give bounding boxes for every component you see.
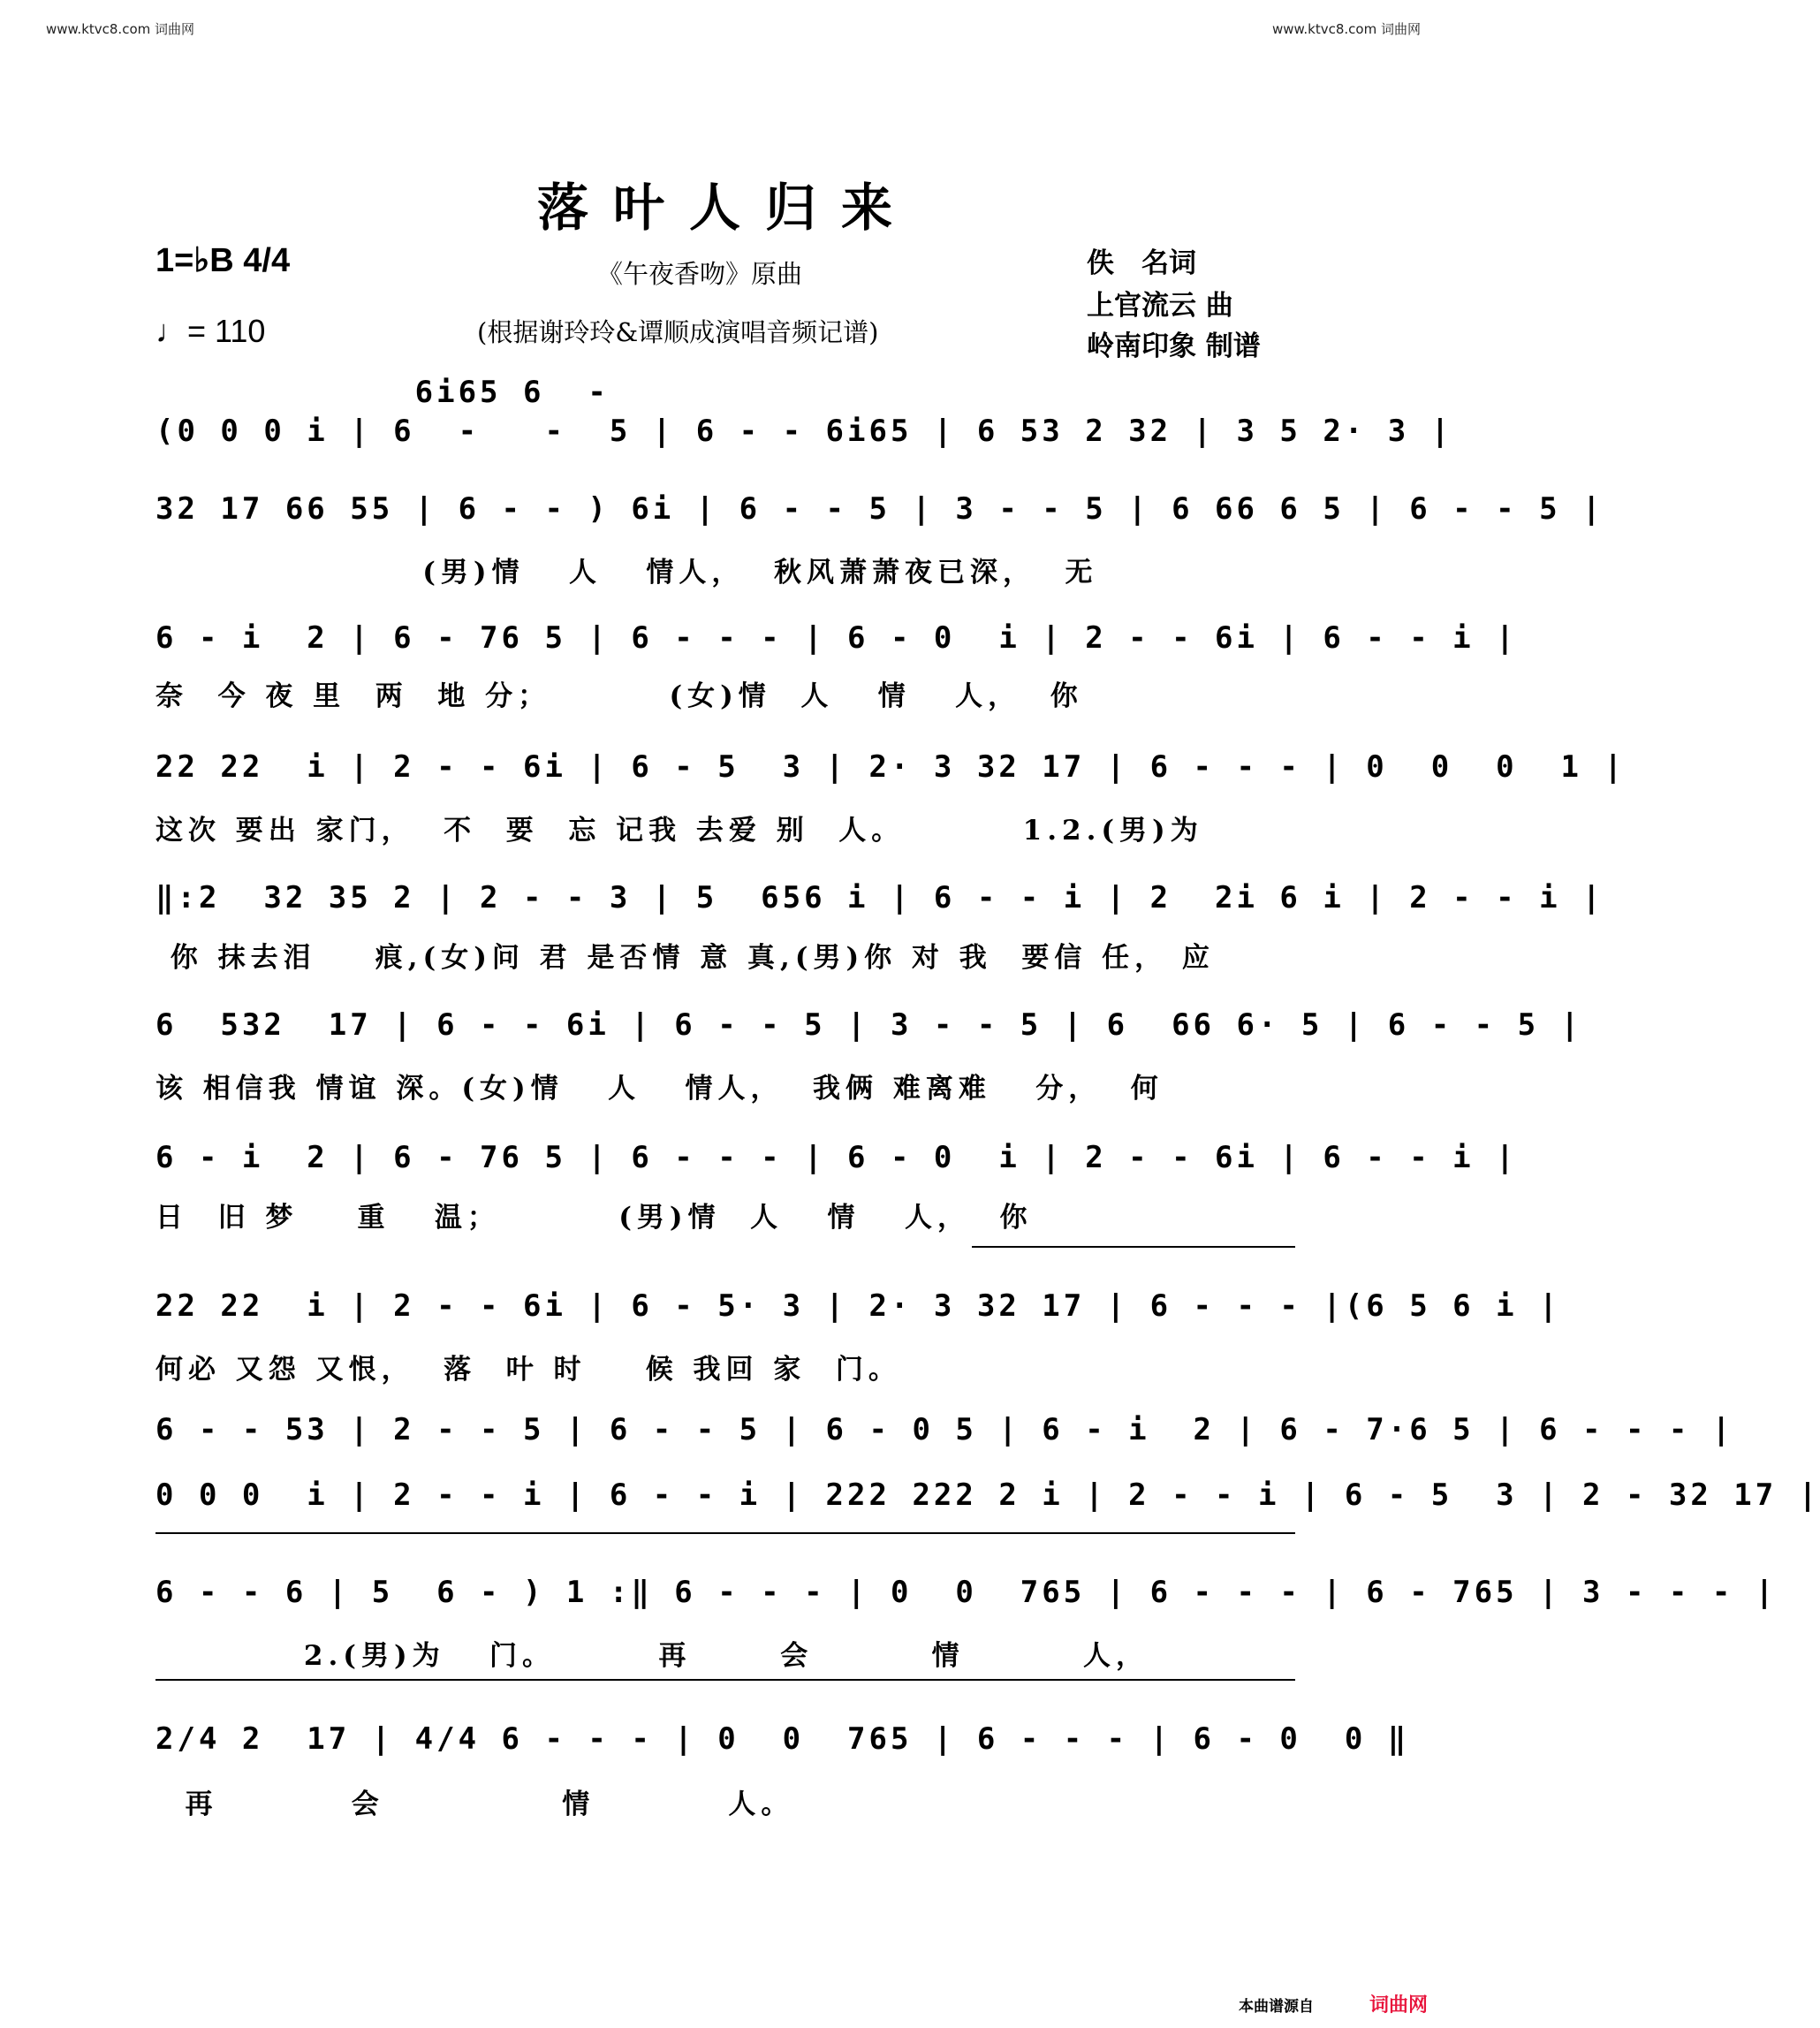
side-watermark-left bbox=[7, 0, 19, 2028]
score-lyrics-line: 日 旧 梦 重 温； (男)情 人 情 人， 你 bbox=[155, 1202, 1033, 1234]
composer-credit: 上官流云 曲 bbox=[1087, 290, 1233, 322]
score-notes-line: 6 - - 6 | 5 6 - ) 1 :‖ 6 - - - | 0 0 765 | 6 - - - | 6 - 765 | 3 - - - | bbox=[155, 1575, 1778, 1610]
score-notes-line: 2/4 2 17 | 4/4 6 - - - | 0 0 765 | 6 - - - | 6 - 0 0 ‖ bbox=[155, 1721, 1410, 1757]
score-notes-line: 32 17 66 55 | 6 - - ) 6i | 6 - - 5 | 3 - - 5 | 6 66 6 5 | 6 - - 5 | bbox=[155, 491, 1604, 527]
score-notes-line: 22 22 i | 2 - - 6i | 6 - 5· 3 | 2· 3 32 17 | 6 - - - |(6 5 6 i | bbox=[155, 1288, 1561, 1324]
key-signature: 1=♭B 4/4 bbox=[155, 242, 291, 279]
score-notes-line: 6 - i 2 | 6 - 76 5 | 6 - - - | 6 - 0 i | 2 - - 6i | 6 - - i | bbox=[155, 1140, 1518, 1175]
score-notes-line: ‖:2 32 35 2 | 2 - - 3 | 5 656 i | 6 - - i | 2 2i 6 i | 2 - - i | bbox=[155, 880, 1604, 915]
tempo-marking: ♩= 110 bbox=[155, 313, 266, 349]
score-lyrics-line: (男)情 人 情人， 秋风萧萧夜已深， 无 bbox=[155, 557, 1098, 589]
transcriber-credit: 岭南印象 制谱 bbox=[1087, 330, 1261, 362]
volta-1-bracket bbox=[972, 1246, 1295, 1248]
score-lyrics-line: 这次 要出 家门， 不 要 忘 记我 去爱 别 人。 1.2.(男)为 bbox=[155, 815, 1203, 847]
score-lyrics-line: 何必 又怨 又恨， 落 叶 时 候 我回 家 门。 bbox=[155, 1354, 901, 1386]
score-notes-line: 6i65 6 - bbox=[155, 375, 610, 410]
origin-note: 《午夜香吻》原曲 bbox=[597, 259, 803, 289]
site-watermark-right: www.ktvc8.com 词曲网 bbox=[1271, 21, 1421, 37]
song-title: 落叶人归来 bbox=[537, 178, 918, 238]
lyricist-credit: 佚 名词 bbox=[1087, 247, 1196, 279]
score-lyrics-line: 2.(男)为 门。 再 会 情 人， bbox=[155, 1640, 1149, 1672]
section-rule bbox=[155, 1679, 1295, 1681]
transcription-note: (根据谢玲玲&谭顺成演唱音频记谱) bbox=[477, 317, 879, 347]
score-lyrics-line: 该 相信我 情谊 深。(女)情 人 情人， 我俩 难离难 分， 何 bbox=[155, 1073, 1164, 1105]
score-notes-line: 0 0 0 i | 2 - - i | 6 - - i | 222 222 2 i | 2 - - i | 6 - 5 3 | 2 - 32 17 | bbox=[155, 1477, 1820, 1513]
score-notes-line: 6 - i 2 | 6 - 76 5 | 6 - - - | 6 - 0 i | 2 - - 6i | 6 - - i | bbox=[155, 620, 1518, 656]
score-lyrics-line: 你 抹去泪 痕,(女)问 君 是否情 意 真,(男)你 对 我 要信 任， 应 bbox=[155, 942, 1215, 974]
footer-brand-link[interactable]: 词曲网 bbox=[1369, 1994, 1429, 2017]
site-watermark-left: www.ktvc8.com 词曲网 bbox=[46, 21, 195, 37]
score-notes-line: (0 0 0 i | 6 - - 5 | 6 - - 6i65 | 6 53 2 32 | 3 5 2· 3 | bbox=[155, 414, 1453, 449]
score-notes-line: 22 22 i | 2 - - 6i | 6 - 5 3 | 2· 3 32 17 | 6 - - - | 0 0 0 1 | bbox=[155, 749, 1626, 785]
section-rule bbox=[155, 1532, 1295, 1534]
score-lyrics-line: 奈 今 夜 里 两 地 分； (女)情 人 情 人， 你 bbox=[155, 680, 1083, 712]
score-notes-line: 6 - - 53 | 2 - - 5 | 6 - - 5 | 6 - 0 5 | 6 - i 2 | 6 - 7·6 5 | 6 - - - | bbox=[155, 1412, 1734, 1447]
score-notes-line: 6 532 17 | 6 - - 6i | 6 - - 5 | 3 - - 5 | 6 66 6· 5 | 6 - - 5 | bbox=[155, 1007, 1583, 1043]
score-lyrics-line: 再 会 情 人。 bbox=[155, 1789, 794, 1820]
footer-source-label: 本曲谱源自 bbox=[1239, 1998, 1314, 2016]
